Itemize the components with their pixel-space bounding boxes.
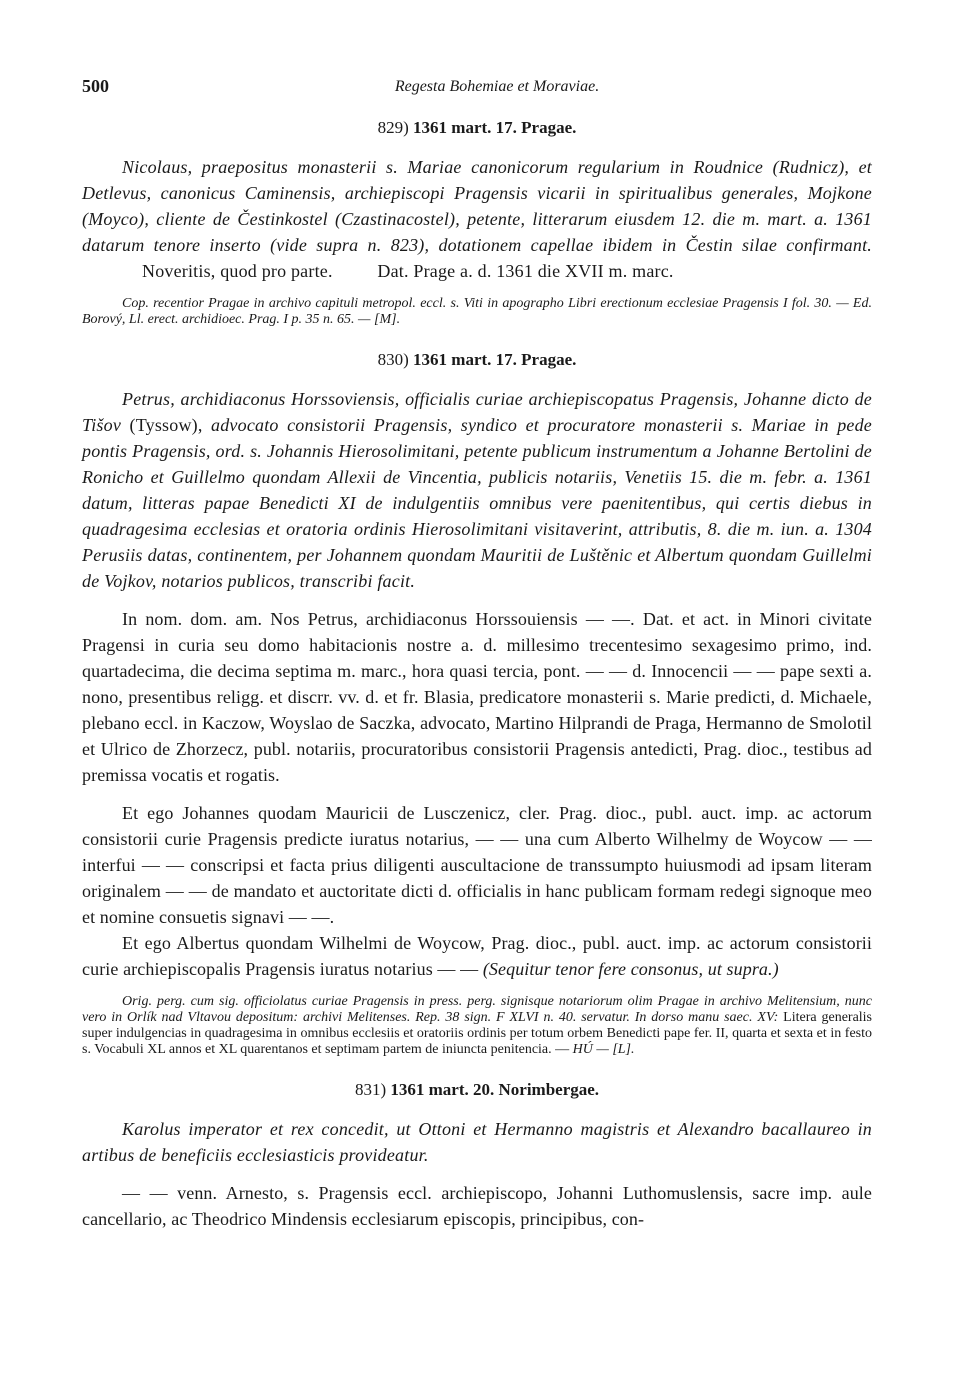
entry-heading-831 [82,1080,872,1100]
document-incipit: Noveritis, quod pro parte. [142,261,333,281]
document-paragraph-3 [82,930,872,982]
entry-note-829 [82,296,872,328]
page-header [82,72,872,106]
entry-number: 830) [377,350,409,369]
paragraph-italic-remark: (Sequitur tenor fere consonus, ut supra.) [482,959,779,979]
running-title: Regesta Bohemiae et Moraviae. [394,78,600,95]
document-paragraph-1: In nom. dom. am. Nos Petrus, archidiaconus Horssouiensis — —. Dat. et act. in Minori civitate Pragensi in curia seu domo habitacionis nostre a. d. millesimo trecentesimo sexagesimo primo, ind. quartadecima, die decima septima m. marc., hora quasi tercia, pont. — — d. Innocencii — — pape sexti a. nono, presentibus religg. et discrr. vv. d. et fr. Blasia, predicatore monasterii s. Marie predicti, d. Michaele, plebano eccl. in Kaczow, Woyslao de Saczka, advocato, Martino Hilprandi de Praga, Hermanno de Smolotil et Ulrico de Zhorzecz, publ. notariis, procuratoribus consistorii Pragensis antedicti, Prag. dioc., testibus ad premissa vocatis et rogatis. [82,609,872,785]
regest-text-continued: advocato consistorii Pragensis, syndico et procuratore monasterii s. Mariae in pede pontis Pragensis, ord. s. Johannis Hierosolimitani, petente publicum instrumentum a Johanne Bertolini de Ronicho et Guillelmo quondam Allexii de Vincentia, publicis notariis, Venetiis 15. die m. febr. a. 1361 datum, litteras papae Benedicti XI de indulgentiis omnibus vere paenitentibus, qui certis diebus in quadragesima ecclesias et oratoria ordinis Hierosolimitani visitaverint, attributis, 8. die m. iun. a. 1304 Perusiis datas, continentem, per Johannem quondam Mauritii de Luštěnic et Albertum quondam Guillelmi de Vojkov, notarios publicos, transcribi facit. [82,415,872,591]
paragraph-text: Et ego Albertus quondam Wilhelmi de Woycow, Prag. dioc., publ. auct. imp. ac actorum consistorii curie archiepiscopalis Pragensis iuratus notarius — — [82,933,872,979]
document-paragraph-2: Et ego Johannes quodam Mauricii de Lusczenicz, cler. Prag. dioc., publ. auct. imp. ac actorum consistorii curie Pragensis predicte iuratus notarius, — — una cum Alberto Wilhelmy de Woycow — — interfui — — conscripsi et facta prius diligenti auscultacione de transsumpto huiusmodi ad ipsam literam originalem — — de mandato et auctoritate dicti d. officialis in hanc publicam formam redegi signoque meo et nomine consuetis signavi — —. [82,803,872,927]
document-dating: Dat. Prage a. d. 1361 die XVII m. marc. [377,261,674,281]
entry-number: 829) [377,118,409,137]
entry-heading-830 [82,350,872,370]
entry-regest-830 [82,386,872,594]
entry-heading-829 [82,118,872,138]
entry-regest-829 [82,154,872,284]
regest-text: Nicolaus, praepositus monasterii s. Mariae canonicorum regularium in Roudnice (Rudnicz), et Detlevus, canonicus Caminensis, archiepiscopi Pragensis vicarii in spiritualibus generales, Mojkone (Moyco), cliente de Čestinkostel (Czastinacostel), petente, litterarum eiusdem 12. die m. mart. a. 1361 datarum tenore inserto (vide supra n. 823), dotationem capellae ibidem in Čestin silae confirmant. [82,157,872,255]
regest-upright-text: (Tyssow), [129,415,203,435]
entry-date: 1361 mart. 17. Pragae. [413,350,577,369]
note-text: Cop. recentior Pragae in archivo capituli metropol. eccl. s. Viti in apographo Libri erectionum ecclesiae Pragensis I fol. 30. — Ed. Borový, Ll. erect. archidioec. Prag. I p. 35 n. 65. — [M]. [82,296,872,327]
document-paragraph-1: — — venn. Arnesto, s. Pragensis eccl. archiepiscopo, Johanni Luthomuslensis, sacre imp. aule cancellario, ac Theodrico Mindensis ecclesiarum episcopis, principibus, con- [82,1183,872,1229]
note-siglum: HÚ — [L]. [572,1042,635,1057]
entry-number: 831) [354,1080,387,1099]
entry-date: 1361 mart. 20. Norimbergae. [390,1080,600,1099]
entry-date: 1361 mart. 17. Pragae. [413,118,577,137]
note-text: Orig. perg. cum sig. officiolatus curiae Pragensis in press. perg. signisque notariorum olim Pragae in archivo Melitensium, nunc vero in Orlík nad Vltavou depositum: archivi Melitenses. Rep. 38 sign. F XLVI n. 40. servatur. In dorso manu saec. XV: [82,994,872,1025]
document-page [82,72,872,1232]
entry-regest-831: Karolus imperator et rex concedit, ut Ottoni et Hermanno magistris et Alexandro bacallaureo in artibus de beneficiis ecclesiasticis provideatur. [82,1119,872,1165]
regest-text: Petrus, archidiaconus Horssoviensis, officialis curiae archiepiscopatus Pragensis, Johanne dicto de Tišov [82,389,872,435]
note-dorsal-text: Litera generalis super indulgencias in quadragesima in omnibus ecclesiis et oratoriis ordinis per totum orbem Benedicti pape fer. II, quarta et sexta et in festo s. Vocabuli XL annos et XL quarentanos et septimam partem de iniuncta penitencia. — [82,1010,873,1057]
entry-note-830 [82,994,872,1058]
page-number: 500 [82,76,109,96]
